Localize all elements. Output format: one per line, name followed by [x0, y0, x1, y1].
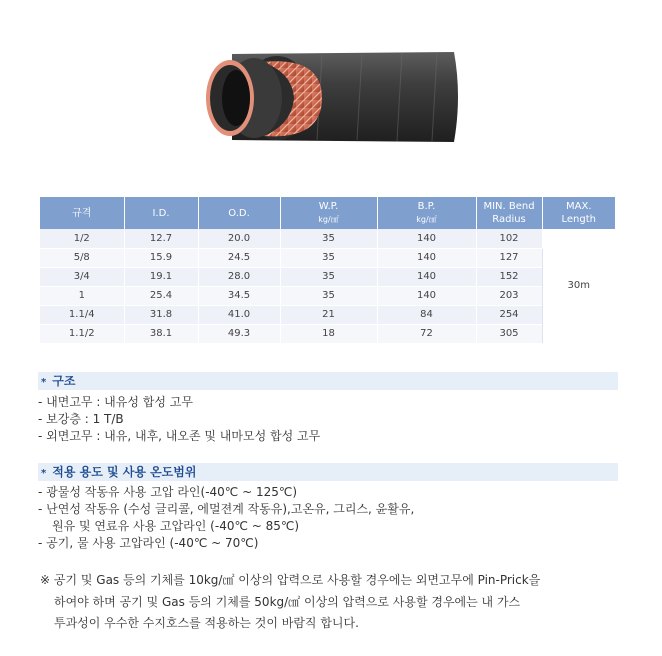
cell-od: 41.0	[198, 305, 280, 324]
application-section-header	[38, 463, 618, 481]
cell-size: 1	[40, 286, 124, 305]
table-row	[40, 286, 615, 305]
cell-bp: 140	[377, 267, 476, 286]
cell-od: 34.5	[198, 286, 280, 305]
header-bend-radius: MIN. Bend Radius	[476, 197, 542, 229]
bullet-star-icon: *	[41, 377, 47, 388]
note-line: 투과성이 우수한 수지호스를 적용하는 것이 바람직 합니다.	[54, 616, 359, 630]
cell-bp: 72	[377, 324, 476, 343]
cell-id: 38.1	[124, 324, 198, 343]
hose-illustration	[192, 44, 462, 148]
header-od: O.D.	[198, 197, 280, 229]
table-header-row	[40, 197, 615, 229]
structure-item: - 보강층 : 1 T/B	[38, 412, 124, 426]
cell-bend-radius: 152	[476, 267, 542, 286]
application-item: - 공기, 물 사용 고압라인 (-40℃ ~ 70℃)	[38, 536, 259, 550]
cell-wp: 35	[280, 248, 377, 267]
spec-table	[40, 197, 615, 344]
application-item: - 난연성 작동유 (수성 글리콜, 에멀젼계 작동유),고온유, 그리스, 윤활유,	[38, 502, 415, 516]
cell-bend-radius: 127	[476, 248, 542, 267]
structure-title: 구조	[52, 374, 76, 388]
header-bp: B.P. kg/㎠	[377, 197, 476, 229]
structure-section-header	[38, 372, 618, 390]
cell-size: 1.1/2	[40, 324, 124, 343]
cell-id: 31.8	[124, 305, 198, 324]
table-row	[40, 248, 615, 267]
cell-od: 24.5	[198, 248, 280, 267]
cell-wp: 35	[280, 229, 377, 248]
note-line: 하여야 하며 공기 및 Gas 등의 기체를 50kg/㎠ 이상의 압력으로 사용할 경우에는 내 가스	[54, 595, 521, 609]
cell-bp: 140	[377, 248, 476, 267]
application-item: - 광물성 작동유 사용 고압 라인(-40℃ ~ 125℃)	[38, 485, 298, 499]
application-item: 원유 및 연료유 사용 고압라인 (-40℃ ~ 85℃)	[52, 519, 300, 533]
cell-od: 49.3	[198, 324, 280, 343]
cell-bend-radius: 203	[476, 286, 542, 305]
cell-id: 19.1	[124, 267, 198, 286]
cell-id: 12.7	[124, 229, 198, 248]
header-id: I.D.	[124, 197, 198, 229]
note-line: ※ 공기 및 Gas 등의 기체를 10kg/㎠ 이상의 압력으로 사용할 경우에는 외면고무에 Pin-Prick을	[40, 573, 541, 587]
cell-od: 20.0	[198, 229, 280, 248]
cell-bp: 140	[377, 286, 476, 305]
cell-od: 28.0	[198, 267, 280, 286]
cell-bend-radius: 254	[476, 305, 542, 324]
cell-bp: 84	[377, 305, 476, 324]
table-row	[40, 305, 615, 324]
table-row	[40, 229, 615, 248]
structure-item: - 외면고무 : 내유, 내후, 내오존 및 내마모성 합성 고무	[38, 429, 321, 443]
cell-wp: 35	[280, 286, 377, 305]
cell-size: 1/2	[40, 229, 124, 248]
structure-item: - 내면고무 : 내유성 합성 고무	[38, 395, 193, 409]
cell-id: 15.9	[124, 248, 198, 267]
cell-size: 1.1/4	[40, 305, 124, 324]
header-size: 규격	[40, 197, 124, 229]
cell-bend-radius: 102	[476, 229, 542, 248]
cell-id: 25.4	[124, 286, 198, 305]
application-title: 적용 용도 및 사용 온도범위	[52, 465, 197, 479]
header-wp: W.P. kg/㎠	[280, 197, 377, 229]
cell-max-length: 30m	[542, 229, 615, 343]
cell-wp: 18	[280, 324, 377, 343]
cell-wp: 21	[280, 305, 377, 324]
cell-wp: 35	[280, 267, 377, 286]
header-max-length: MAX. Length	[542, 197, 615, 229]
cell-bend-radius: 305	[476, 324, 542, 343]
table-row	[40, 324, 615, 343]
cell-bp: 140	[377, 229, 476, 248]
cell-size: 3/4	[40, 267, 124, 286]
table-row	[40, 267, 615, 286]
cell-size: 5/8	[40, 248, 124, 267]
bullet-star-icon: *	[41, 468, 47, 479]
